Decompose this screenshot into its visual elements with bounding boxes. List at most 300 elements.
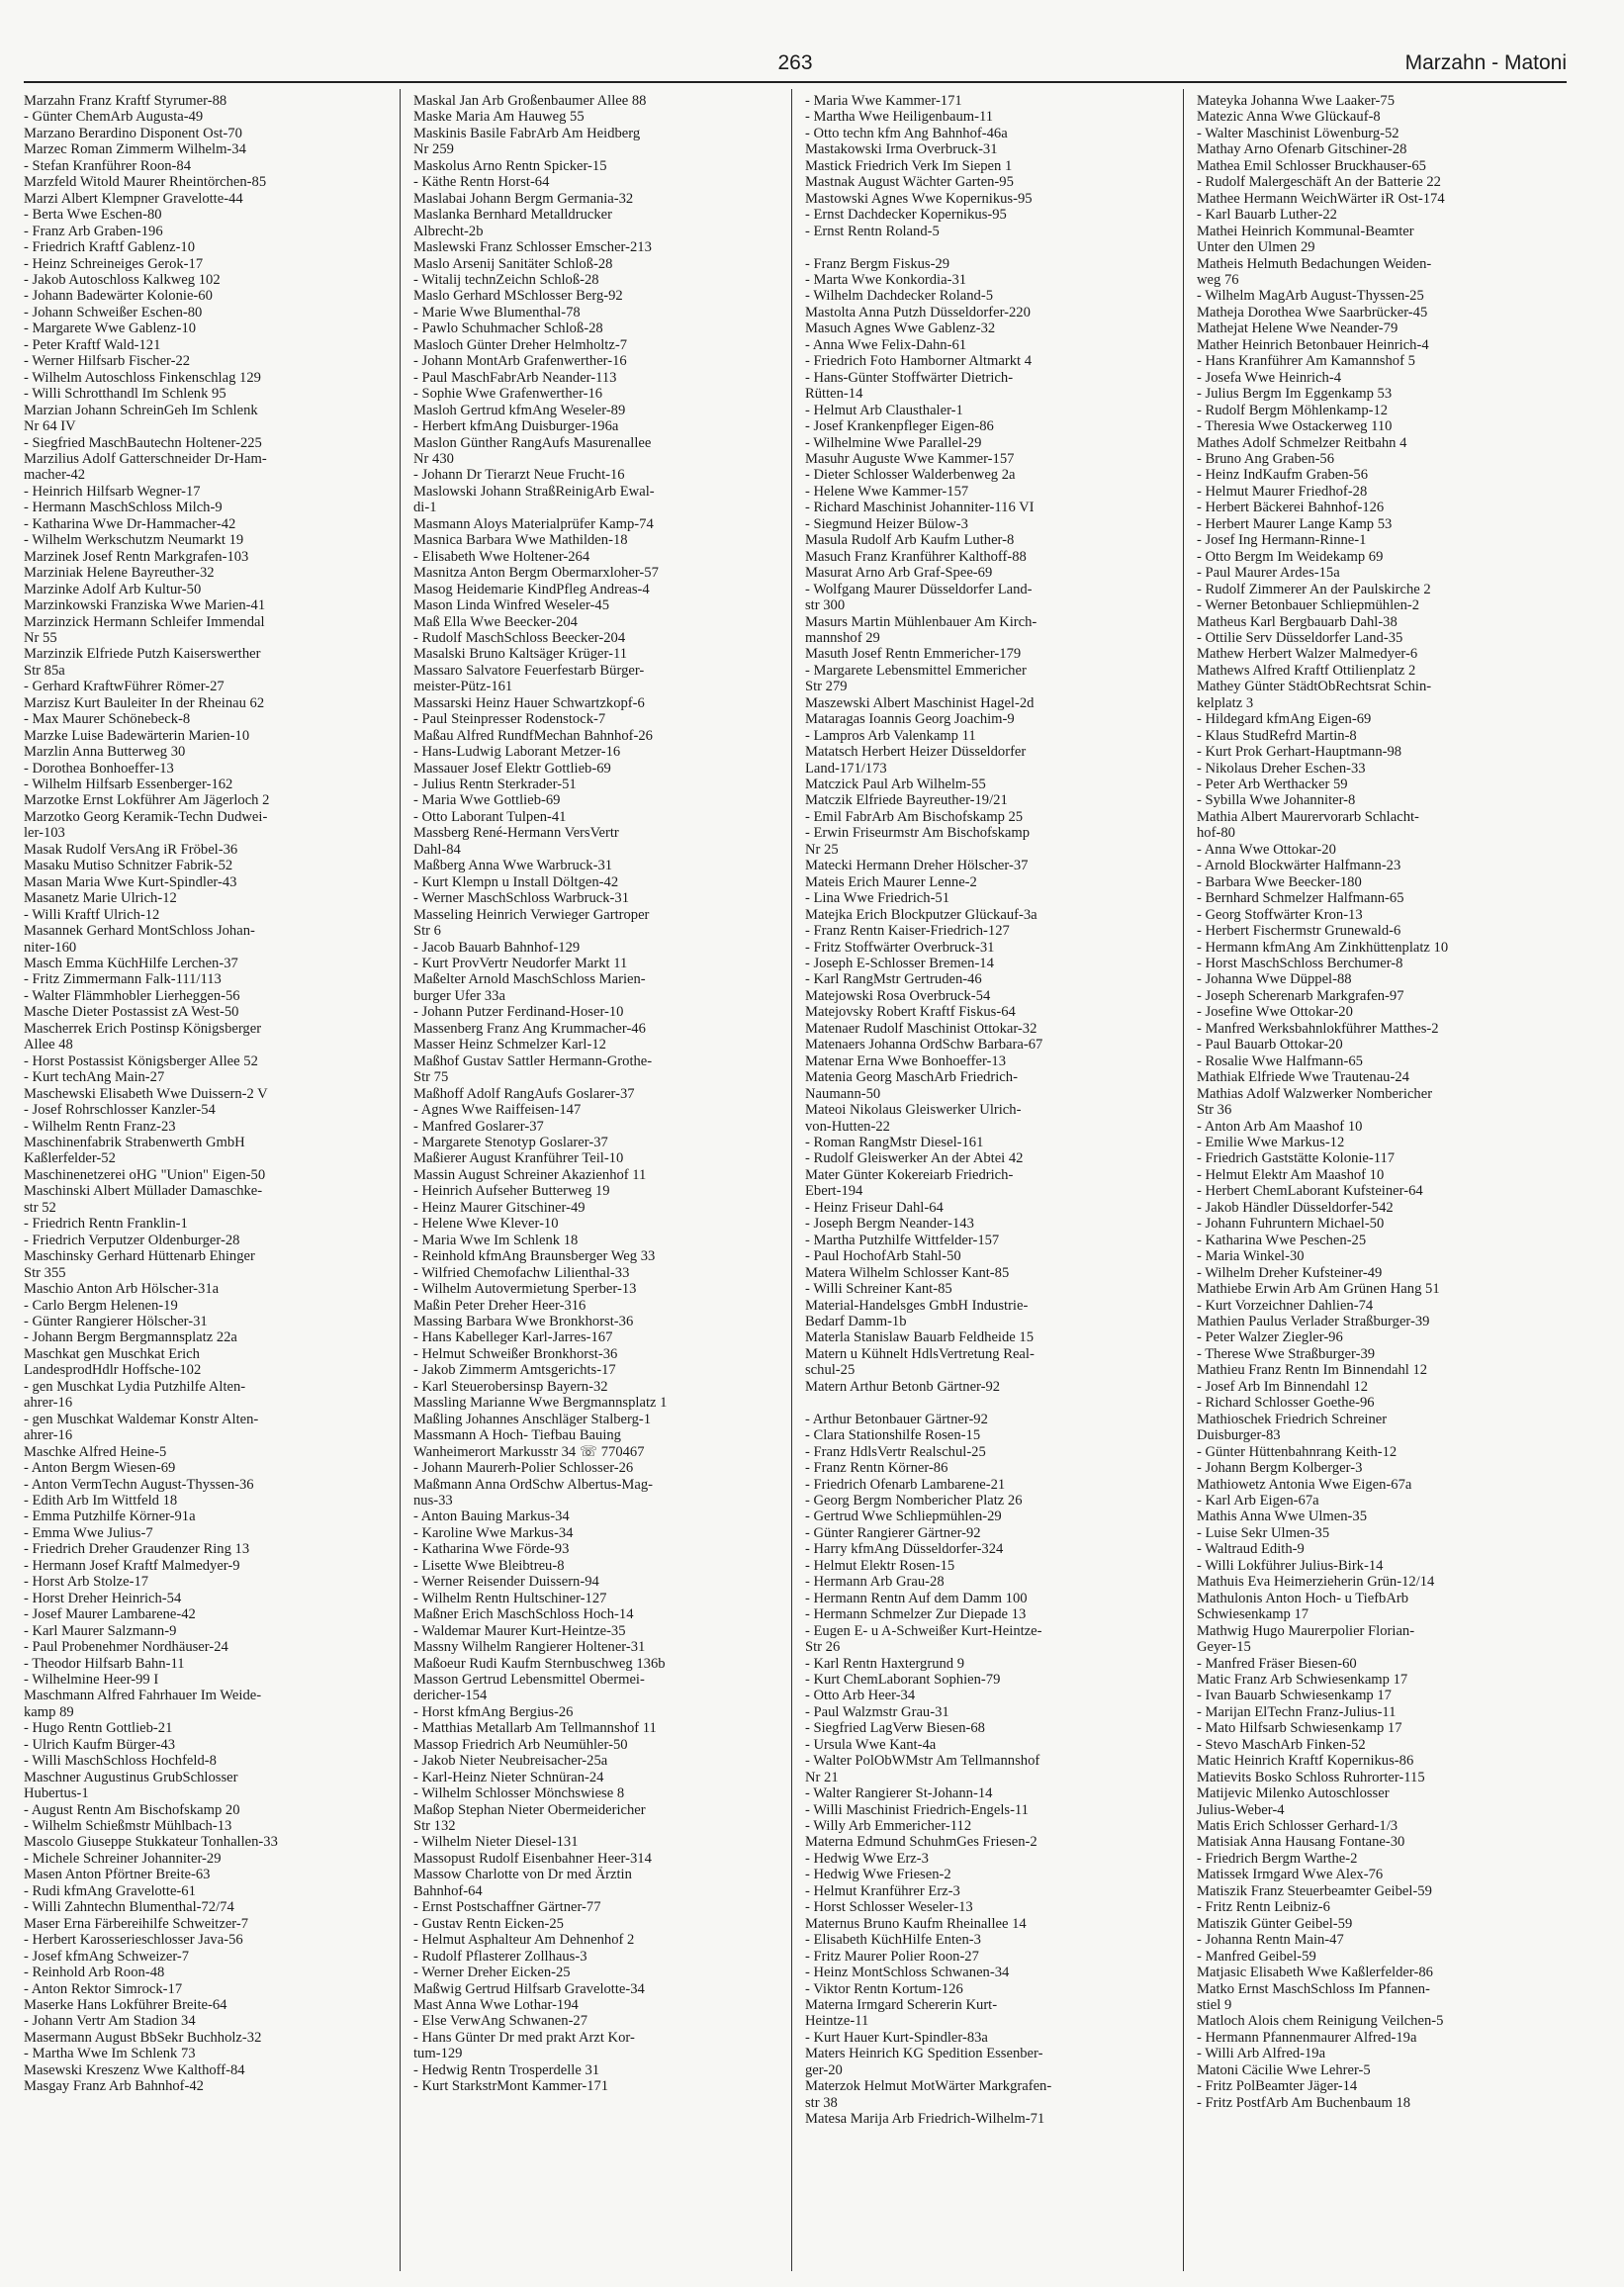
- directory-entry: Maschke Alfred Heine-5: [24, 1443, 167, 1460]
- directory-entry: - Wilhelm Autovermietung Sperber-13: [413, 1281, 637, 1298]
- directory-entry: - Stevo MaschArb Finken-52: [1197, 1736, 1366, 1753]
- directory-entry: Matiszik Günter Geibel-59: [1197, 1915, 1353, 1932]
- directory-entry: Matheja Dorothea Wwe Saarbrücker-45: [1197, 304, 1428, 320]
- directory-entry: ler-103: [24, 825, 65, 842]
- directory-entry: - Witalij technZeichn Schloß-28: [413, 271, 599, 288]
- directory-entry: Mastnak August Wächter Garten-95: [805, 174, 1014, 191]
- directory-entry: - Willi Kraftf Ulrich-12: [24, 906, 160, 923]
- directory-entry: Mathay Arno Ofenarb Gitschiner-28: [1197, 141, 1407, 158]
- directory-entry: Nr 259: [413, 141, 454, 158]
- directory-entry: Marzi Albert Klempner Gravelotte-44: [24, 190, 243, 207]
- directory-entry: Maser Erna Färbereihilfe Schweitzer-7: [24, 1915, 249, 1932]
- directory-entry: Matenia Georg MaschArb Friedrich-: [805, 1069, 1018, 1086]
- directory-entry: - Friedrich Rentn Franklin-1: [24, 1216, 188, 1233]
- directory-entry: - Josef Ing Hermann-Rinne-1: [1197, 532, 1367, 549]
- directory-entry: - Emma Putzhilfe Körner-91a: [24, 1509, 196, 1525]
- directory-entry: Matissek Irmgard Wwe Alex-76: [1197, 1867, 1384, 1883]
- directory-entry: - Karl Rentn Haxtergrund 9: [805, 1655, 965, 1672]
- directory-entry: Bedarf Damm-1b: [805, 1313, 907, 1329]
- directory-entry: - Rudi kfmAng Gravelotte-61: [24, 1882, 196, 1899]
- directory-entry: Mataragas Ioannis Georg Joachim-9: [805, 711, 1015, 728]
- running-head: Marzahn - Matoni: [1404, 51, 1567, 74]
- directory-entry: - Gustav Rentn Eicken-25: [413, 1915, 564, 1932]
- directory-entry: - Heinz Friseur Dahl-64: [805, 1199, 944, 1216]
- directory-entry: - Harry kfmAng Düsseldorfer-324: [805, 1541, 1004, 1558]
- directory-entry: Ebert-194: [805, 1183, 863, 1200]
- directory-entry: - Viktor Rentn Kortum-126: [805, 1980, 963, 1997]
- directory-entry: Mathis Anna Wwe Ulmen-35: [1197, 1509, 1367, 1525]
- directory-entry: Maschinenetzerei oHG "Union" Eigen-50: [24, 1166, 266, 1183]
- directory-entry: - August Rentn Am Bischofskamp 20: [24, 1801, 240, 1818]
- page-header: [24, 47, 1567, 83]
- directory-entry: Matczick Paul Arb Wilhelm-55: [805, 777, 986, 793]
- directory-entry: - Maria Wwe Im Schlenk 18: [413, 1232, 579, 1248]
- directory-entry: - Werner Hilfsarb Fischer-22: [24, 353, 191, 370]
- directory-entry: Maschner Augustinus GrubSchlosser: [24, 1769, 238, 1785]
- directory-entry: - Karl Maurer Salzmann-9: [24, 1622, 177, 1639]
- directory-entry: - Franz Arb Graben-196: [24, 223, 163, 239]
- directory-entry: Masser Heinz Schmelzer Karl-12: [413, 1037, 606, 1053]
- directory-entry: Allee 48: [24, 1037, 73, 1053]
- directory-entry: Masaku Mutiso Schnitzer Fabrik-52: [24, 858, 233, 874]
- directory-entry: - Hermann Arb Grau-28: [805, 1574, 945, 1591]
- directory-entry: - Sophie Wwe Grafenwerther-16: [413, 386, 603, 403]
- directory-entry: - Martha Wwe Heiligenbaum-11: [805, 109, 994, 126]
- directory-entry: - Willi Schrotthandl Im Schlenk 95: [24, 386, 226, 403]
- directory-entry: Marzotke Ernst Lokführer Am Jägerloch 2: [24, 792, 270, 809]
- directory-entry: Materna Irmgard Schererin Kurt-: [805, 1997, 998, 2014]
- directory-entry: Maserke Hans Lokführer Breite-64: [24, 1997, 227, 2014]
- directory-entry: Maßberg Anna Wwe Warbruck-31: [413, 858, 613, 874]
- directory-entry: Materna Edmund SchuhmGes Friesen-2: [805, 1834, 1038, 1851]
- directory-entry: Matezic Anna Wwe Glückauf-8: [1197, 109, 1381, 126]
- directory-entry: Massin August Schreiner Akazienhof 11: [413, 1166, 647, 1183]
- directory-entry: - Otto techn kfm Ang Bahnhof-46a: [805, 125, 1008, 141]
- directory-entry: - Kurt Prok Gerhart-Hauptmann-98: [1197, 744, 1402, 761]
- directory-entry: Nr 21: [805, 1769, 839, 1785]
- directory-entry: Mathejat Helene Wwe Neander-79: [1197, 320, 1398, 337]
- directory-entry: Massmann A Hoch- Tiefbau Bauing: [413, 1427, 621, 1444]
- directory-entry: - Käthe Rentn Horst-64: [413, 174, 550, 191]
- directory-entry: Maschmann Alfred Fahrhauer Im Weide-: [24, 1688, 262, 1704]
- directory-entry: ahrer-16: [24, 1395, 73, 1412]
- directory-entry: Matloch Alois chem Reinigung Veilchen-5: [1197, 2013, 1444, 2030]
- directory-entry: - Klaus StudRefrd Martin-8: [1197, 727, 1357, 744]
- directory-entry: - Siegmund Heizer Bülow-3: [805, 515, 968, 532]
- directory-entry: Mateis Erich Maurer Lenne-2: [805, 873, 977, 890]
- directory-entry: Marzfeld Witold Maurer Rheintörchen-85: [24, 174, 267, 191]
- directory-entry: - Wilhelmine Heer-99 I: [24, 1671, 159, 1688]
- directory-entry: - Günter Hüttenbahnrang Keith-12: [1197, 1443, 1398, 1460]
- directory-entry: - Horst Schlosser Weseler-13: [805, 1899, 973, 1916]
- directory-entry: Str 75: [413, 1069, 449, 1086]
- directory-entry: Mateyka Johanna Wwe Laaker-75: [1197, 93, 1396, 109]
- directory-entry: dericher-154: [413, 1688, 488, 1704]
- directory-entry: - Rudolf Zimmerer An der Paulskirche 2: [1197, 581, 1431, 597]
- directory-entry: Mastick Friedrich Verk Im Siepen 1: [805, 157, 1013, 174]
- directory-entry: Masloh Gertrud kfmAng Weseler-89: [413, 402, 626, 418]
- directory-entry: - Helmut Elektr Am Maashof 10: [1197, 1166, 1385, 1183]
- directory-entry: Mateoi Nikolaus Gleiswerker Ulrich-: [805, 1102, 1022, 1119]
- directory-entry: - Else VerwAng Schwanen-27: [413, 2013, 588, 2030]
- directory-entry: kelplatz 3: [1197, 694, 1254, 711]
- directory-column-1: [24, 93, 398, 2095]
- directory-entry: Mathieu Franz Rentn Im Binnendahl 12: [1197, 1362, 1428, 1379]
- directory-entry: Mathea Emil Schlosser Bruckhauser-65: [1197, 157, 1426, 174]
- directory-entry: - Werner MaschSchloss Warbruck-31: [413, 890, 629, 907]
- directory-entry: Str 132: [413, 1818, 456, 1835]
- directory-entry: Duisburger-83: [1197, 1427, 1281, 1444]
- directory-entry: - Anton Arb Am Maashof 10: [1197, 1118, 1363, 1135]
- directory-entry: Masewski Kreszenz Wwe Kalthoff-84: [24, 2061, 245, 2078]
- directory-entry: - Willi Zahntechn Blumenthal-72/74: [24, 1899, 234, 1916]
- directory-entry: Mastowski Agnes Wwe Kopernikus-95: [805, 190, 1033, 207]
- directory-entry: - Anna Wwe Felix-Dahn-61: [805, 336, 967, 353]
- column-rule: [400, 89, 401, 2271]
- directory-entry: - Fritz Rentn Leibniz-6: [1197, 1899, 1330, 1916]
- directory-entry: Maslabai Johann Bergm Germania-32: [413, 190, 634, 207]
- directory-entry: - Herbert Fischermstr Grunewald-6: [1197, 923, 1401, 940]
- directory-entry: Heintze-11: [805, 2013, 869, 2030]
- directory-entry: Masgay Franz Arb Bahnhof-42: [24, 2078, 204, 2095]
- directory-entry: - Friedrich Foto Hamborner Altmarkt 4: [805, 353, 1032, 370]
- directory-entry: hof-80: [1197, 825, 1235, 842]
- directory-entry: Land-171/173: [805, 760, 887, 777]
- directory-entry: Maternus Bruno Kaufm Rheinallee 14: [805, 1915, 1027, 1932]
- directory-entry: Matczik Elfriede Bayreuther-19/21: [805, 792, 1008, 809]
- directory-entry: Mathiak Elfriede Wwe Trautenau-24: [1197, 1069, 1409, 1086]
- directory-entry: - Günter Rangierer Gärtner-92: [805, 1524, 981, 1541]
- directory-entry: schul-25: [805, 1362, 856, 1379]
- page-number: 263: [777, 51, 813, 74]
- directory-entry: - gen Muschkat Waldemar Konstr Alten-: [24, 1411, 259, 1427]
- directory-entry: meister-Pütz-161: [413, 679, 513, 695]
- directory-entry: Masloch Günter Dreher Helmholtz-7: [413, 336, 627, 353]
- directory-entry: - Jakob Händler Düsseldorfer-542: [1197, 1199, 1394, 1216]
- directory-entry: Marzahn Franz Kraftf Styrumer-88: [24, 93, 227, 109]
- directory-entry: - Emilie Wwe Markus-12: [1197, 1135, 1345, 1150]
- directory-entry: - Friedrich Dreher Graudenzer Ring 13: [24, 1541, 250, 1558]
- directory-entry: Matejowski Rosa Overbruck-54: [805, 987, 991, 1004]
- directory-entry: Maßhoff Adolf RangAufs Goslarer-37: [413, 1085, 635, 1102]
- directory-entry: Massop Friedrich Arb Neumühler-50: [413, 1736, 628, 1753]
- directory-entry: - Hans-Ludwig Laborant Metzer-16: [413, 744, 621, 761]
- directory-entry: Maslanka Bernhard Metalldrucker: [413, 207, 612, 224]
- directory-entry: Matatsch Herbert Heizer Düsseldorfer: [805, 744, 1027, 761]
- directory-entry: Matko Ernst MaschSchloss Im Pfannen-: [1197, 1980, 1430, 1997]
- directory-entry: - Johanna Rentn Main-47: [1197, 1932, 1344, 1949]
- directory-entry: - Arnold Blockwärter Halfmann-23: [1197, 858, 1401, 874]
- directory-entry: - Karl-Heinz Nieter Schnüran-24: [413, 1769, 604, 1785]
- directory-entry: Marzotko Georg Keramik-Techn Dudwei-: [24, 808, 268, 825]
- directory-entry: - Stefan Kranführer Roon-84: [24, 157, 191, 174]
- directory-entry: - Theresia Wwe Ostackerweg 110: [1197, 418, 1393, 435]
- directory-entry: - Herbert Maurer Lange Kamp 53: [1197, 515, 1393, 532]
- directory-entry: - Margarete Stenotyp Goslarer-37: [413, 1135, 608, 1150]
- directory-entry: - Katharina Wwe Peschen-25: [1197, 1232, 1367, 1248]
- directory-entry: - Richard Maschinist Johanniter-116 VI: [805, 500, 1035, 516]
- directory-entry: - Lampros Arb Valenkamp 11: [805, 727, 976, 744]
- directory-entry: - Emil FabrArb Am Bischofskamp 25: [805, 808, 1024, 825]
- directory-entry: - Hans Günter Dr med prakt Arzt Kor-: [413, 2029, 635, 2046]
- directory-entry: Wanheimerort Markusstr 34 ☏ 770467: [413, 1443, 645, 1460]
- directory-entry: - Herbert ChemLaborant Kufsteiner-64: [1197, 1183, 1423, 1200]
- directory-entry: - Wolfgang Maurer Düsseldorfer Land-: [805, 581, 1033, 597]
- directory-entry: - Johanna Wwe Düppel-88: [1197, 971, 1352, 988]
- directory-entry: - Friedrich Gaststätte Kolonie-117: [1197, 1150, 1396, 1167]
- directory-entry: str 52: [24, 1199, 56, 1216]
- directory-entry: - Franz Rentn Körner-86: [805, 1460, 948, 1477]
- directory-entry: [805, 239, 1179, 255]
- directory-entry: LandesprodHdlr Hoffsche-102: [24, 1362, 202, 1379]
- directory-entry: Materzok Helmut MotWärter Markgrafen-: [805, 2078, 1052, 2095]
- directory-entry: Maßoeur Rudi Kaufm Sternbuschweg 136b: [413, 1655, 666, 1672]
- directory-entry: Mathiebe Erwin Arb Am Grünen Hang 51: [1197, 1281, 1440, 1298]
- directory-entry: - Franz Rentn Kaiser-Friedrich-127: [805, 923, 1010, 940]
- directory-entry: Masermann August BbSekr Buchholz-32: [24, 2029, 262, 2046]
- directory-entry: Masannek Gerhard MontSchloss Johan-: [24, 923, 255, 940]
- directory-entry: - Anna Wwe Ottokar-20: [1197, 841, 1336, 858]
- directory-entry: - Josef kfmAng Schweizer-7: [24, 1948, 190, 1965]
- directory-entry: Unter den Ulmen 29: [1197, 239, 1315, 256]
- directory-entry: Marzinkowski Franziska Wwe Marien-41: [24, 597, 266, 614]
- directory-entry: - Willi MaschSchloss Hochfeld-8: [24, 1753, 217, 1770]
- directory-entry: Matievits Bosko Schloss Ruhrorter-115: [1197, 1769, 1425, 1785]
- directory-entry: - Paul Maurer Ardes-15a: [1197, 565, 1340, 582]
- directory-entry: - gen Muschkat Lydia Putzhilfe Alten-: [24, 1378, 246, 1395]
- directory-entry: - Helmut Schweißer Bronkhorst-36: [413, 1345, 618, 1362]
- directory-entry: - Paul Bauarb Ottokar-20: [1197, 1037, 1343, 1053]
- directory-entry: - Eugen E- u A-Schweißer Kurt-Heintze-: [805, 1622, 1042, 1639]
- directory-entry: - Jakob Autoschloss Kalkweg 102: [24, 271, 221, 288]
- directory-entry: - Maria Wwe Gottlieb-69: [413, 792, 561, 809]
- directory-entry: - Helene Wwe Kammer-157: [805, 483, 969, 500]
- directory-entry: - Heinz Maurer Gitschiner-49: [413, 1199, 586, 1216]
- directory-entry: - Max Maurer Schönebeck-8: [24, 711, 191, 728]
- directory-entry: Matijevic Milenko Autoschlosser: [1197, 1785, 1390, 1802]
- directory-entry: - Bruno Ang Graben-56: [1197, 450, 1335, 467]
- directory-entry: - Martha Putzhilfe Wittfelder-157: [805, 1232, 1000, 1248]
- directory-entry: - Georg Bergm Nombericher Platz 26: [805, 1492, 1023, 1509]
- directory-entry: - Willi Schreiner Kant-85: [805, 1281, 952, 1298]
- directory-entry: - Berta Wwe Eschen-80: [24, 207, 162, 224]
- directory-entry: - Siegfried LagVerw Biesen-68: [805, 1720, 985, 1737]
- directory-entry: - Friedrich Kraftf Gablenz-10: [24, 239, 196, 256]
- directory-entry: - Josef Arb Im Binnendahl 12: [1197, 1378, 1369, 1395]
- directory-entry: Maslo Gerhard MSchlosser Berg-92: [413, 288, 623, 305]
- directory-entry: Marzian Johann SchreinGeh Im Schlenk: [24, 402, 258, 418]
- directory-entry: - Julius Rentn Sterkrader-51: [413, 777, 577, 793]
- directory-entry: - Julius Bergm Im Eggenkamp 53: [1197, 386, 1393, 403]
- directory-entry: Masen Anton Pförtner Breite-63: [24, 1867, 211, 1883]
- directory-entry: di-1: [413, 500, 437, 516]
- directory-entry: - Hermann MaschSchloss Milch-9: [24, 500, 223, 516]
- directory-entry: - Joseph E-Schlosser Bremen-14: [805, 956, 994, 972]
- directory-entry: - Mato Hilfsarb Schwiesenkamp 17: [1197, 1720, 1402, 1737]
- directory-entry: Massauer Josef Elektr Gottlieb-69: [413, 760, 611, 777]
- directory-entry: - Otto Laborant Tulpen-41: [413, 808, 567, 825]
- directory-entry: kamp 89: [24, 1703, 74, 1720]
- directory-entry: Matic Franz Arb Schwiesenkamp 17: [1197, 1671, 1408, 1688]
- directory-entry: Maßhof Gustav Sattler Hermann-Grothe-: [413, 1052, 653, 1069]
- directory-entry: Matenar Erna Wwe Bonhoeffer-13: [805, 1052, 1006, 1069]
- directory-entry: - Rudolf Malergeschäft An der Batterie 22: [1197, 174, 1441, 191]
- directory-entry: - Werner Reisender Duissern-94: [413, 1574, 599, 1591]
- directory-entry: - Fritz PostfArb Am Buchenbaum 18: [1197, 2094, 1411, 2111]
- directory-entry: - Johann Badewärter Kolonie-60: [24, 288, 213, 305]
- directory-entry: Marzano Berardino Disponent Ost-70: [24, 125, 242, 141]
- directory-entry: - Willy Arb Emmericher-112: [805, 1818, 972, 1835]
- directory-entry: Massow Charlotte von Dr med Ärztin: [413, 1867, 632, 1883]
- directory-entry: - Hermann Pfannenmaurer Alfred-19a: [1197, 2029, 1417, 2046]
- directory-entry: - Horst Arb Stolze-17: [24, 1574, 149, 1591]
- directory-entry: - Karoline Wwe Markus-34: [413, 1524, 574, 1541]
- directory-entry: Massberg René-Hermann VersVertr: [413, 825, 619, 842]
- directory-entry: - Karl Steuerobersinsp Bayern-32: [413, 1378, 608, 1395]
- directory-entry: Maslowski Johann StraßReinigArb Ewal-: [413, 483, 655, 500]
- directory-entry: Matern Arthur Betonb Gärtner-92: [805, 1378, 1001, 1395]
- directory-entry: - Wilfried Chemofachw Lilienthal-33: [413, 1264, 630, 1281]
- directory-entry: - Paul Walzmstr Grau-31: [805, 1703, 949, 1720]
- directory-entry: - Pawlo Schuhmacher Schloß-28: [413, 320, 603, 337]
- directory-entry: Geyer-15: [1197, 1639, 1251, 1656]
- directory-entry: - Barbara Wwe Beecker-180: [1197, 873, 1362, 890]
- directory-entry: Matern u Kühnelt HdlsVertretung Real-: [805, 1345, 1035, 1362]
- directory-entry: Matesa Marija Arb Friedrich-Wilhelm-71: [805, 2111, 1045, 2128]
- directory-entry: - Siegfried MaschBautechn Holtener-225: [24, 434, 262, 451]
- directory-entry: Marzinek Josef Rentn Markgrafen-103: [24, 548, 249, 565]
- directory-entry: - Ivan Bauarb Schwiesenkamp 17: [1197, 1688, 1392, 1704]
- directory-entry: Mathei Heinrich Kommunal-Beamter: [1197, 223, 1414, 239]
- directory-entry: - Joseph Bergm Neander-143: [805, 1216, 974, 1233]
- directory-entry: Matecki Hermann Dreher Hölscher-37: [805, 858, 1029, 874]
- directory-entry: Maßin Peter Dreher Heer-316: [413, 1297, 586, 1314]
- directory-entry: Mathuis Eva Heimerzieherin Grün-12/14: [1197, 1574, 1435, 1591]
- directory-column-2: [413, 93, 787, 2095]
- directory-entry: Maslewski Franz Schlosser Emscher-213: [413, 239, 652, 256]
- directory-entry: Masurs Martin Mühlenbauer Am Kirch-: [805, 613, 1038, 630]
- directory-entry: - Wilhelm Rentn Hultschiner-127: [413, 1590, 607, 1606]
- directory-entry: Maßner Erich MaschSchloss Hoch-14: [413, 1606, 634, 1623]
- directory-entry: - Karl RangMstr Gertruden-46: [805, 971, 982, 988]
- directory-entry: - Johann MontArb Grafenwerther-16: [413, 353, 627, 370]
- directory-entry: - Wilhelmine Wwe Parallel-29: [805, 434, 982, 451]
- directory-entry: Marzisz Kurt Bauleiter In der Rheinau 62: [24, 694, 265, 711]
- directory-entry: - Wilhelm Autoschloss Finkenschlag 129: [24, 369, 261, 386]
- directory-entry: - Ernst Dachdecker Kopernikus-95: [805, 207, 1007, 224]
- directory-entry: Marzilius Adolf Gatterschneider Dr-Ham-: [24, 450, 267, 467]
- directory-entry: Marzinzick Hermann Schleifer Immendal: [24, 613, 265, 630]
- directory-entry: - Manfred Werksbahnlokführer Matthes-2: [1197, 1020, 1439, 1037]
- directory-entry: - Margarete Wwe Gablenz-10: [24, 320, 197, 337]
- directory-entry: Mathias Adolf Walzwerker Nombericher: [1197, 1085, 1433, 1102]
- directory-entry: - Gerhard KraftwFührer Römer-27: [24, 679, 225, 695]
- directory-entry: - Wilhelm Nieter Diesel-131: [413, 1834, 579, 1851]
- directory-entry: - Jacob Bauarb Bahnhof-129: [413, 939, 581, 956]
- directory-entry: Masanetz Marie Ulrich-12: [24, 890, 177, 907]
- directory-entry: - Kurt StarkstrMont Kammer-171: [413, 2078, 609, 2095]
- directory-entry: Masuch Franz Kranführer Kalthoff-88: [805, 548, 1027, 565]
- directory-entry: - Rudolf Bergm Möhlenkamp-12: [1197, 402, 1389, 418]
- directory-entry: Masurat Arno Arb Graf-Spee-69: [805, 565, 993, 582]
- directory-entry: Massing Barbara Wwe Bronkhorst-36: [413, 1313, 634, 1329]
- directory-entry: - Elisabeth KüchHilfe Enten-3: [805, 1932, 981, 1949]
- directory-entry: - Matthias Metallarb Am Tellmannshof 11: [413, 1720, 657, 1737]
- directory-entry: Matejka Erich Blockputzer Glückauf-3a: [805, 906, 1038, 923]
- directory-entry: - Günter Rangierer Hölscher-31: [24, 1313, 208, 1329]
- directory-entry: - Reinhold kfmAng Braunsberger Weg 33: [413, 1248, 656, 1265]
- directory-entry: Mascherrek Erich Postinsp Königsberger: [24, 1020, 262, 1037]
- directory-entry: Mathia Albert Maurervorarb Schlacht-: [1197, 808, 1419, 825]
- directory-entry: - Clara Stationshilfe Rosen-15: [805, 1427, 981, 1444]
- directory-entry: Mathews Alfred Kraftf Ottilienplatz 2: [1197, 662, 1416, 679]
- directory-entry: - Waldemar Maurer Kurt-Heintze-35: [413, 1622, 626, 1639]
- directory-entry: - Josef Krankenpfleger Eigen-86: [805, 418, 994, 435]
- directory-entry: - Marta Wwe Konkordia-31: [805, 271, 967, 288]
- directory-entry: - Margarete Lebensmittel Emmericher: [805, 662, 1027, 679]
- directory-entry: - Franz HdlsVertr Realschul-25: [805, 1443, 986, 1460]
- directory-entry: - Herbert Bäckerei Bahnhof-126: [1197, 500, 1385, 516]
- directory-entry: - Paul MaschFabrArb Neander-113: [413, 369, 617, 386]
- directory-entry: - Reinhold Arb Roon-48: [24, 1965, 165, 1981]
- directory-entry: Albrecht-2b: [413, 223, 484, 239]
- directory-entry: - Katharina Wwe Förde-93: [413, 1541, 570, 1558]
- directory-entry: - Theodor Hilfsarb Bahn-11: [24, 1655, 185, 1672]
- directory-entry: - Erwin Friseurmstr Am Bischofskamp: [805, 825, 1030, 842]
- directory-entry: Masson Gertrud Lebensmittel Obermei-: [413, 1671, 645, 1688]
- directory-entry: - Helmut Maurer Friedhof-28: [1197, 483, 1368, 500]
- directory-entry: - Paul Steinpresser Rodenstock-7: [413, 711, 606, 728]
- directory-entry: Masuth Josef Rentn Emmericher-179: [805, 646, 1022, 663]
- directory-entry: Mathew Herbert Walzer Malmedyer-6: [1197, 646, 1418, 663]
- directory-entry: - Fritz PolBeamter Jäger-14: [1197, 2078, 1358, 2095]
- directory-entry: - Heinrich Hilfsarb Wegner-17: [24, 483, 201, 500]
- directory-entry: Matisiak Anna Hausang Fontane-30: [1197, 1834, 1405, 1851]
- directory-entry: str 300: [805, 597, 846, 614]
- directory-entry: - Hermann Josef Kraftf Malmedyer-9: [24, 1557, 240, 1574]
- directory-entry: - Johann Bergm Kolberger-3: [1197, 1460, 1363, 1477]
- directory-entry: - Heinz IndKaufm Graben-56: [1197, 467, 1369, 484]
- directory-entry: - Walter Maschinist Löwenburg-52: [1197, 125, 1399, 141]
- directory-entry: Marzlin Anna Butterweg 30: [24, 744, 186, 761]
- directory-entry: - Friedrich Verputzer Oldenburger-28: [24, 1232, 240, 1248]
- directory-entry: Julius-Weber-4: [1197, 1801, 1285, 1818]
- directory-entry: - Manfred Goslarer-37: [413, 1118, 544, 1135]
- directory-entry: - Rosalie Wwe Halfmann-65: [1197, 1052, 1363, 1069]
- directory-entry: Material-Handelsges GmbH Industrie-: [805, 1297, 1029, 1314]
- directory-entry: Masuch Agnes Wwe Gablenz-32: [805, 320, 996, 337]
- directory-entry: - Josefa Wwe Heinrich-4: [1197, 369, 1342, 386]
- directory-entry: Str 6: [413, 923, 441, 940]
- directory-entry: niter-160: [24, 939, 77, 956]
- directory-entry: weg 76: [1197, 271, 1239, 288]
- directory-entry: Maskolus Arno Rentn Spicker-15: [413, 157, 607, 174]
- directory-entry: Maß Ella Wwe Beecker-204: [413, 613, 578, 630]
- directory-entry: - Fritz Zimmermann Falk-111/113: [24, 971, 222, 988]
- directory-entry: Marzinzik Elfriede Putzh Kaiserswerther: [24, 646, 261, 663]
- directory-entry: - Agnes Wwe Raiffeisen-147: [413, 1102, 582, 1119]
- directory-entry: Matera Wilhelm Schlosser Kant-85: [805, 1264, 1010, 1281]
- directory-entry: - Wilhelm Schlosser Mönchswiese 8: [413, 1785, 625, 1802]
- directory-entry: Str 279: [805, 679, 848, 695]
- directory-entry: - Anton Bauing Markus-34: [413, 1509, 570, 1525]
- directory-entry: [805, 1395, 1179, 1411]
- directory-entry: - Ernst Rentn Roland-5: [805, 223, 940, 239]
- directory-entry: Maßop Stephan Nieter Obermeidericher: [413, 1801, 646, 1818]
- directory-entry: - Hans Kranführer Am Kamannshof 5: [1197, 353, 1415, 370]
- directory-entry: - Horst MaschSchloss Berchumer-8: [1197, 956, 1403, 972]
- directory-entry: Massny Wilhelm Rangierer Holtener-31: [413, 1639, 646, 1656]
